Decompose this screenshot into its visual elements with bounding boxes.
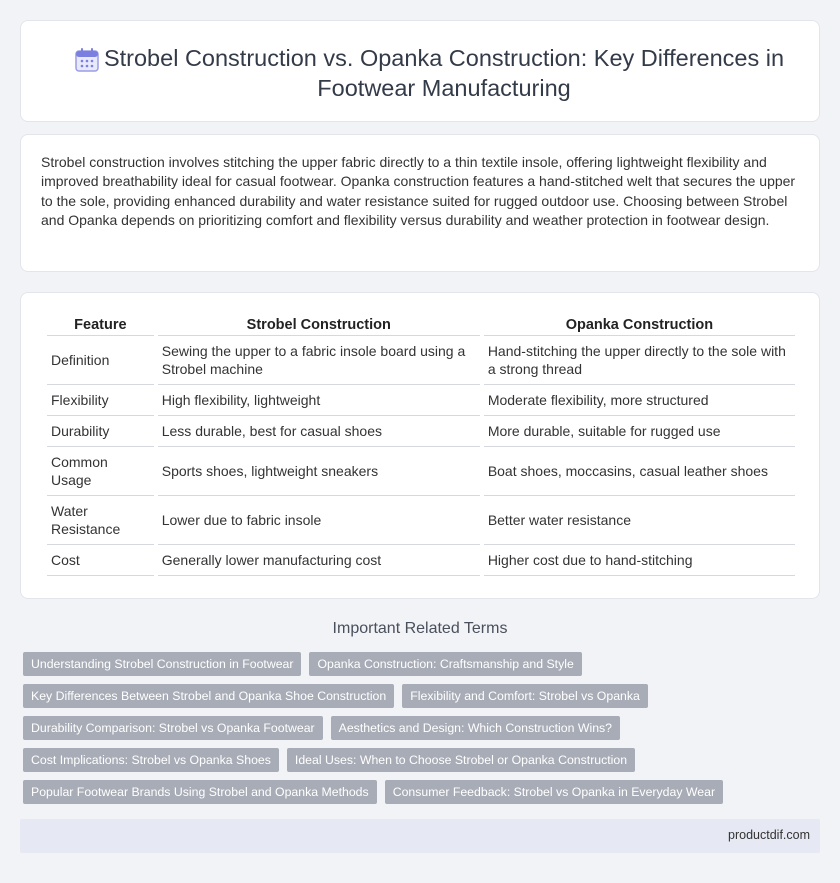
- column-header-strobel: Strobel Construction: [158, 311, 480, 336]
- column-header-feature: Feature: [47, 311, 154, 336]
- table-cell-strobel: Lower due to fabric insole: [158, 496, 480, 545]
- table-cell-feature: Cost: [47, 545, 154, 576]
- footer-site-name: productdif.com: [728, 828, 810, 842]
- table-cell-feature: Durability: [47, 416, 154, 447]
- table-cell-strobel: Sports shoes, lightweight sneakers: [158, 447, 480, 496]
- table-cell-strobel: Sewing the upper to a fabric insole board using a Strobel machine: [158, 336, 480, 385]
- table-cell-strobel: High flexibility, lightweight: [158, 385, 480, 416]
- related-term-tag[interactable]: Cost Implications: Strobel vs Opanka Shoes: [23, 748, 279, 772]
- related-term-tag[interactable]: Flexibility and Comfort: Strobel vs Opanka: [402, 684, 648, 708]
- table-cell-opanka: Higher cost due to hand-stitching: [484, 545, 795, 576]
- intro-card: [20, 134, 820, 272]
- related-term-tag[interactable]: Consumer Feedback: Strobel vs Opanka in Everyday Wear: [385, 780, 723, 804]
- footer: [20, 819, 820, 853]
- table-cell-feature: Definition: [47, 336, 154, 385]
- table-row: [47, 496, 795, 545]
- table-cell-opanka: Boat shoes, moccasins, casual leather shoes: [484, 447, 795, 496]
- table-row: [47, 416, 795, 447]
- table-cell-feature: Flexibility: [47, 385, 154, 416]
- related-term-tag[interactable]: Ideal Uses: When to Choose Strobel or Opanka Construction: [287, 748, 635, 772]
- table-cell-opanka: Moderate flexibility, more structured: [484, 385, 795, 416]
- related-term-tag[interactable]: Aesthetics and Design: Which Construction Wins?: [331, 716, 620, 740]
- table-header-row: [47, 311, 795, 336]
- table-cell-strobel: Generally lower manufacturing cost: [158, 545, 480, 576]
- table-cell-opanka: More durable, suitable for rugged use: [484, 416, 795, 447]
- table-cell-strobel: Less durable, best for casual shoes: [158, 416, 480, 447]
- table-cell-feature: Water Resistance: [47, 496, 154, 545]
- related-term-tag[interactable]: Opanka Construction: Craftsmanship and Style: [309, 652, 581, 676]
- table-row: [47, 447, 795, 496]
- table-cell-feature: Common Usage: [47, 447, 154, 496]
- related-terms-tags: [23, 652, 813, 812]
- table-row: [47, 385, 795, 416]
- related-terms-title: Important Related Terms: [332, 620, 508, 637]
- table-row: [47, 336, 795, 385]
- page-title: Strobel Construction vs. Opanka Construction: Key Differences in Footwear Manufacturing: [103, 45, 785, 101]
- comparison-table: [43, 311, 799, 576]
- table-row: [47, 545, 795, 576]
- table-cell-opanka: Better water resistance: [484, 496, 795, 545]
- comparison-table-card: [20, 292, 820, 599]
- table-cell-opanka: Hand-stitching the upper directly to the sole with a strong thread: [484, 336, 795, 385]
- related-term-tag[interactable]: Understanding Strobel Construction in Footwear: [23, 652, 301, 676]
- related-term-tag[interactable]: Popular Footwear Brands Using Strobel and Opanka Methods: [23, 780, 377, 804]
- header-card: [20, 20, 820, 122]
- related-term-tag[interactable]: Key Differences Between Strobel and Opanka Shoe Construction: [23, 684, 394, 708]
- intro-paragraph: Strobel construction involves stitching the upper fabric directly to a thin textile insole, offering lightweight flexibility and improved breathability ideal for casual footwear. Opanka construction features a hand-stitched welt that secures the upper to the sole, providing enhanced durability and water resistance suited for rugged outdoor use. Choosing between Strobel and Opanka depends on prioritizing comfort and flexibility versus durability and weather protection in footwear design.: [41, 154, 796, 229]
- related-term-tag[interactable]: Durability Comparison: Strobel vs Opanka Footwear: [23, 716, 323, 740]
- column-header-opanka: Opanka Construction: [484, 311, 795, 336]
